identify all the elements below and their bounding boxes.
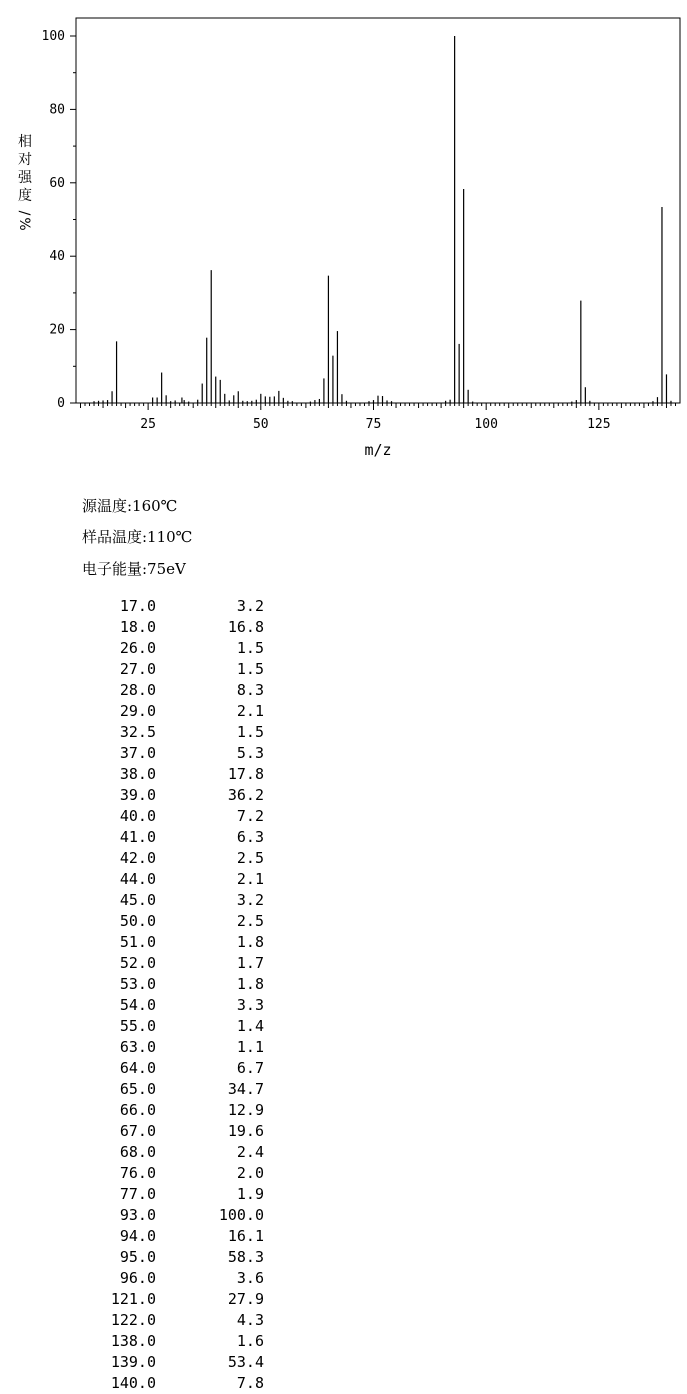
x-tick-label: 25 bbox=[140, 417, 156, 432]
peak-intensity: 1.9 bbox=[236, 1185, 264, 1203]
peak-mz: 45.0 bbox=[119, 891, 156, 909]
peak-mz: 64.0 bbox=[119, 1059, 156, 1077]
peak-row bbox=[84, 848, 264, 869]
peak-intensity: 58.3 bbox=[227, 1248, 264, 1266]
peak-intensity: 3.6 bbox=[236, 1269, 264, 1287]
peak-row bbox=[84, 1310, 264, 1331]
peak-row bbox=[84, 1016, 264, 1037]
peak-row bbox=[84, 680, 264, 701]
peak-row bbox=[84, 638, 264, 659]
peak-row bbox=[84, 1247, 264, 1268]
peak-intensity: 5.3 bbox=[236, 744, 264, 762]
sample-temperature: 样品温度:110℃ bbox=[82, 528, 193, 546]
peak-mz: 122.0 bbox=[110, 1311, 156, 1329]
y-tick-label: 80 bbox=[49, 102, 65, 118]
peak-mz: 67.0 bbox=[119, 1122, 156, 1140]
peak-intensity: 100.0 bbox=[218, 1206, 264, 1224]
y-axis-label-char: 对 bbox=[18, 152, 32, 168]
peak-row bbox=[84, 617, 264, 638]
peak-row bbox=[84, 1289, 264, 1310]
peak-mz: 140.0 bbox=[110, 1374, 156, 1392]
peak-mz: 65.0 bbox=[119, 1080, 156, 1098]
peak-row bbox=[84, 1352, 264, 1373]
peak-row bbox=[84, 953, 264, 974]
peak-row bbox=[84, 1079, 264, 1100]
peak-row bbox=[84, 1058, 264, 1079]
peak-mz: 139.0 bbox=[110, 1353, 156, 1371]
y-axis-label-char: 相 bbox=[18, 134, 32, 150]
peak-row bbox=[84, 785, 264, 806]
peak-table bbox=[84, 596, 264, 1394]
peak-mz: 121.0 bbox=[110, 1290, 156, 1308]
peak-row bbox=[84, 1226, 264, 1247]
peak-intensity: 1.7 bbox=[236, 954, 264, 972]
peak-intensity: 2.4 bbox=[236, 1143, 264, 1161]
peak-mz: 28.0 bbox=[119, 681, 156, 699]
peak-intensity: 8.3 bbox=[236, 681, 264, 699]
electron-energy: 电子能量:75eV bbox=[82, 560, 186, 578]
peak-mz: 93.0 bbox=[119, 1206, 156, 1224]
peak-mz: 77.0 bbox=[119, 1185, 156, 1203]
peak-mz: 18.0 bbox=[119, 618, 156, 636]
peak-mz: 37.0 bbox=[119, 744, 156, 762]
peak-mz: 52.0 bbox=[119, 954, 156, 972]
peak-intensity: 53.4 bbox=[227, 1353, 264, 1371]
peak-mz: 66.0 bbox=[119, 1101, 156, 1119]
x-axis-label: m/z bbox=[364, 441, 392, 459]
peak-intensity: 6.3 bbox=[236, 828, 264, 846]
peak-intensity: 17.8 bbox=[227, 765, 264, 783]
peak-mz: 94.0 bbox=[119, 1227, 156, 1245]
y-tick-label: 100 bbox=[41, 29, 65, 44]
peak-intensity: 27.9 bbox=[227, 1290, 264, 1308]
y-axis-label-char: % bbox=[16, 217, 32, 231]
peak-intensity: 16.8 bbox=[227, 618, 264, 636]
peak-mz: 54.0 bbox=[119, 996, 156, 1014]
peak-row bbox=[84, 869, 264, 890]
peak-row bbox=[84, 974, 264, 995]
peak-mz: 96.0 bbox=[119, 1269, 156, 1287]
peak-row bbox=[84, 1142, 264, 1163]
peak-intensity: 7.2 bbox=[236, 807, 264, 825]
peak-intensity: 1.1 bbox=[236, 1038, 264, 1056]
x-tick-label: 100 bbox=[474, 417, 498, 432]
peak-mz: 32.5 bbox=[119, 723, 156, 741]
peak-row bbox=[84, 1268, 264, 1289]
x-tick-label: 75 bbox=[365, 417, 382, 432]
x-tick-label: 50 bbox=[252, 417, 269, 432]
peak-row bbox=[84, 1121, 264, 1142]
peak-mz: 55.0 bbox=[119, 1017, 156, 1035]
peak-intensity: 19.6 bbox=[227, 1122, 264, 1140]
peak-row bbox=[84, 1373, 264, 1394]
peak-row bbox=[84, 1037, 264, 1058]
mass-spectrum-chart bbox=[0, 0, 687, 470]
peak-intensity: 3.2 bbox=[236, 597, 264, 615]
peak-intensity: 7.8 bbox=[236, 1374, 264, 1392]
peak-intensity: 1.5 bbox=[236, 660, 264, 678]
peak-intensity: 2.5 bbox=[236, 849, 264, 867]
peak-mz: 38.0 bbox=[119, 765, 156, 783]
peak-row bbox=[84, 722, 264, 743]
y-axis-label bbox=[16, 133, 33, 231]
peak-intensity: 4.3 bbox=[236, 1311, 264, 1329]
y-axis-label-char: 强 bbox=[18, 170, 32, 186]
peak-row bbox=[84, 1100, 264, 1121]
peak-intensity: 1.4 bbox=[236, 1017, 264, 1035]
y-axis-label-char: 度 bbox=[18, 188, 32, 204]
peak-row bbox=[84, 911, 264, 932]
peak-intensity: 34.7 bbox=[227, 1080, 264, 1098]
peak-intensity: 3.3 bbox=[236, 996, 264, 1014]
peak-row bbox=[84, 701, 264, 722]
x-tick-label: 125 bbox=[587, 417, 611, 432]
peak-mz: 39.0 bbox=[119, 786, 156, 804]
peak-intensity: 36.2 bbox=[227, 786, 264, 804]
peak-row bbox=[84, 1205, 264, 1226]
plot-frame bbox=[76, 18, 680, 403]
peak-mz: 27.0 bbox=[119, 660, 156, 678]
peak-intensity: 1.8 bbox=[236, 933, 264, 951]
peak-intensity: 12.9 bbox=[227, 1101, 264, 1119]
peak-row bbox=[84, 806, 264, 827]
peak-mz: 26.0 bbox=[119, 639, 156, 657]
y-tick-label: 40 bbox=[49, 249, 65, 265]
peak-mz: 50.0 bbox=[119, 912, 156, 930]
y-tick-label: 0 bbox=[57, 396, 65, 411]
peak-mz: 42.0 bbox=[119, 849, 156, 867]
source-temperature: 源温度:160℃ bbox=[82, 497, 178, 515]
peak-row bbox=[84, 596, 264, 617]
y-tick-label: 20 bbox=[49, 322, 65, 338]
peak-row bbox=[84, 932, 264, 953]
peak-intensity: 1.6 bbox=[236, 1332, 264, 1350]
peak-mz: 51.0 bbox=[119, 933, 156, 951]
peak-mz: 29.0 bbox=[119, 702, 156, 720]
peak-row bbox=[84, 764, 264, 785]
peak-mz: 95.0 bbox=[119, 1248, 156, 1266]
peak-mz: 63.0 bbox=[119, 1038, 156, 1056]
peak-row bbox=[84, 743, 264, 764]
peak-intensity: 2.1 bbox=[236, 702, 264, 720]
peak-intensity: 2.0 bbox=[236, 1164, 264, 1182]
peak-mz: 53.0 bbox=[119, 975, 156, 993]
peak-row bbox=[84, 1163, 264, 1184]
peak-mz: 68.0 bbox=[119, 1143, 156, 1161]
peak-intensity: 2.5 bbox=[236, 912, 264, 930]
y-axis-label-char: / bbox=[16, 210, 32, 216]
peak-intensity: 2.1 bbox=[236, 870, 264, 888]
peak-mz: 76.0 bbox=[119, 1164, 156, 1182]
peak-row bbox=[84, 827, 264, 848]
peak-row bbox=[84, 659, 264, 680]
y-tick-label: 60 bbox=[49, 175, 65, 191]
peak-row bbox=[84, 995, 264, 1016]
peak-mz: 17.0 bbox=[119, 597, 156, 615]
peak-row bbox=[84, 890, 264, 911]
peak-row bbox=[84, 1184, 264, 1205]
peak-row bbox=[84, 1331, 264, 1352]
peak-intensity: 1.5 bbox=[236, 639, 264, 657]
peak-mz: 44.0 bbox=[119, 870, 156, 888]
peak-intensity: 6.7 bbox=[236, 1059, 264, 1077]
peak-intensity: 16.1 bbox=[227, 1227, 264, 1245]
peak-mz: 138.0 bbox=[110, 1332, 156, 1350]
peak-intensity: 1.8 bbox=[236, 975, 264, 993]
peak-intensity: 3.2 bbox=[236, 891, 264, 909]
peak-mz: 41.0 bbox=[119, 828, 156, 846]
peak-intensity: 1.5 bbox=[236, 723, 264, 741]
peak-mz: 40.0 bbox=[119, 807, 156, 825]
